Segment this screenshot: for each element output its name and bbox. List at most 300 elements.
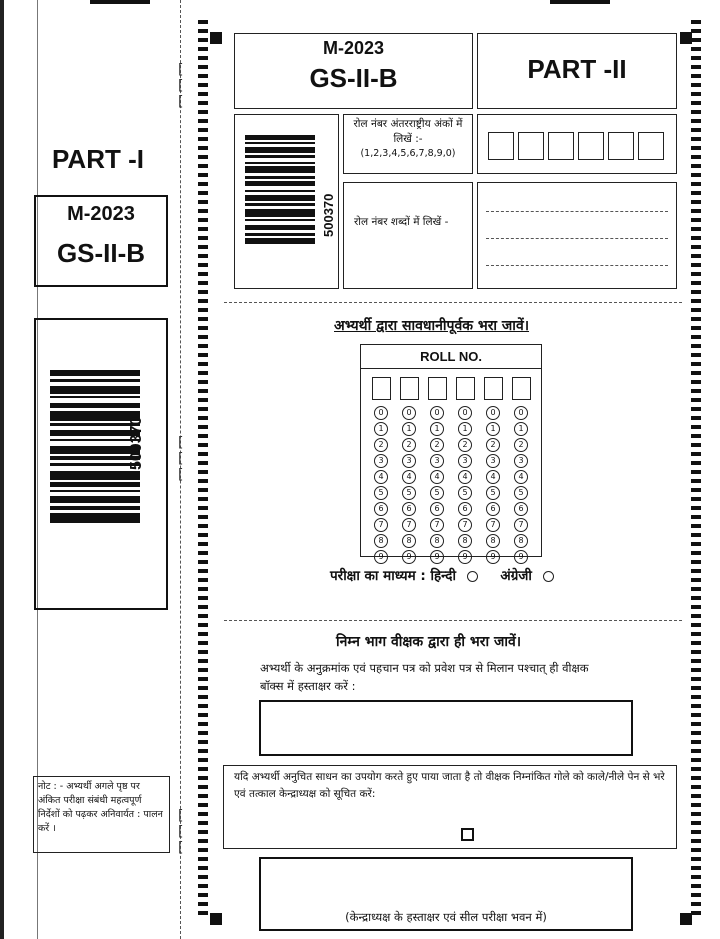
timing-mark: [691, 821, 701, 825]
timing-mark: [691, 434, 701, 438]
timing-mark: [691, 191, 701, 195]
timing-mark: [691, 677, 701, 681]
omr-bubble[interactable]: 7: [514, 518, 528, 532]
timing-mark: [198, 56, 208, 60]
timing-mark: [691, 560, 701, 564]
invigilator-instruction: अभ्यर्थी के अनुक्रमांक एवं पहचान पत्र को प्रवेश पत्र से मिलान पश्चात् ही वीक्षक बॉक्स में हस्ताक्षर करें :: [260, 661, 589, 693]
omr-bubble[interactable]: 6: [374, 502, 388, 516]
timing-mark: [691, 173, 701, 177]
omr-bubble[interactable]: 4: [402, 470, 416, 484]
omr-bubble[interactable]: 6: [486, 502, 500, 516]
timing-mark: [198, 101, 208, 105]
roll-digit-box[interactable]: [488, 132, 514, 160]
timing-mark: [198, 830, 208, 834]
timing-mark: [198, 434, 208, 438]
timing-mark: [691, 776, 701, 780]
timing-mark: [198, 839, 208, 843]
timing-mark: [198, 380, 208, 384]
timing-mark: [691, 272, 701, 276]
timing-marks-right: [691, 20, 701, 920]
header-code-box: [234, 33, 473, 109]
omr-bubble[interactable]: 7: [486, 518, 500, 532]
timing-mark: [198, 479, 208, 483]
omr-bubble[interactable]: 0: [486, 406, 500, 420]
medium-row: [330, 566, 554, 584]
timing-mark: [691, 713, 701, 717]
timing-mark: [691, 695, 701, 699]
stub-bracket-marks-3: [ [ [: [178, 808, 184, 856]
timing-mark: [691, 245, 701, 249]
omr-bubble[interactable]: 8: [486, 534, 500, 548]
timing-mark: [691, 227, 701, 231]
omr-digit-box[interactable]: [372, 377, 391, 400]
timing-mark: [691, 893, 701, 897]
omr-bubble[interactable]: 8: [402, 534, 416, 548]
timing-mark: [691, 218, 701, 222]
timing-mark: [198, 20, 208, 24]
timing-mark: [198, 488, 208, 492]
omr-bubble[interactable]: 9: [514, 550, 528, 564]
timing-mark: [691, 875, 701, 879]
timing-mark: [691, 749, 701, 753]
timing-mark: [198, 533, 208, 537]
omr-bubble[interactable]: 0: [514, 406, 528, 420]
timing-mark: [691, 911, 701, 915]
timing-mark: [691, 290, 701, 294]
roll-digits-label: रोल नंबर अंतरराष्ट्रीय अंकों में लिखें :-: [353, 118, 463, 145]
omr-bubble[interactable]: 8: [374, 534, 388, 548]
timing-mark: [198, 641, 208, 645]
timing-marks-left: [198, 20, 208, 920]
header-part-box: [477, 33, 677, 109]
timing-mark: [198, 866, 208, 870]
timing-mark: [198, 236, 208, 240]
timing-mark: [691, 830, 701, 834]
timing-mark: [691, 857, 701, 861]
timing-mark: [198, 659, 208, 663]
omr-bubble[interactable]: 5: [514, 486, 528, 500]
timing-mark: [691, 74, 701, 78]
timing-mark: [198, 596, 208, 600]
timing-mark: [691, 353, 701, 357]
omr-column: [456, 377, 475, 566]
timing-mark: [691, 515, 701, 519]
timing-mark: [198, 281, 208, 285]
timing-mark: [691, 767, 701, 771]
section-divider-2: [224, 620, 682, 621]
timing-mark: [198, 389, 208, 393]
stub-barcode-box: [34, 318, 168, 610]
stub-paper: GS-II-B: [56, 238, 146, 268]
timing-mark: [198, 668, 208, 672]
unfair-means-box: [223, 765, 677, 849]
omr-bubble[interactable]: 8: [458, 534, 472, 548]
stub-note: नोट : - अभ्यर्थी अगले पृष्ठ पर अंकित परीक्षा संबंधी महत्वपूर्ण निर्देशों को पढ़कर अनिवार्यत : पालन करें ।: [38, 781, 163, 834]
timing-mark: [198, 470, 208, 474]
timing-mark: [198, 452, 208, 456]
roll-digit-box[interactable]: [548, 132, 574, 160]
omr-bubble[interactable]: 1: [430, 422, 444, 436]
omr-bubble[interactable]: 6: [514, 502, 528, 516]
timing-mark: [691, 488, 701, 492]
stub-code-box: [34, 195, 168, 287]
timing-mark: [198, 272, 208, 276]
invigilator-heading: निम्न भाग वीक्षक द्वारा ही भरा जावें।: [336, 634, 522, 650]
timing-mark: [691, 722, 701, 726]
timing-mark: [691, 65, 701, 69]
timing-mark: [691, 686, 701, 690]
timing-mark: [691, 92, 701, 96]
corner-mark-tr: [680, 32, 692, 44]
candidate-heading: अभ्यर्थी द्वारा सावधानीपूर्वक भरा जावें।: [334, 318, 530, 334]
timing-mark: [198, 542, 208, 546]
omr-bubble[interactable]: 5: [486, 486, 500, 500]
stub-barcode: [50, 370, 140, 560]
omr-bubble[interactable]: 5: [374, 486, 388, 500]
timing-mark: [691, 542, 701, 546]
timing-mark: [691, 119, 701, 123]
timing-mark: [198, 308, 208, 312]
timing-mark: [198, 821, 208, 825]
timing-mark: [198, 848, 208, 852]
timing-mark: [198, 317, 208, 321]
timing-mark: [691, 200, 701, 204]
stub-bracket-marks-2: [ [ [: [178, 435, 184, 483]
roll-barcode-box: [234, 114, 339, 289]
timing-mark: [198, 371, 208, 375]
corner-mark-tl: [210, 32, 222, 44]
timing-mark: [691, 569, 701, 573]
timing-mark: [198, 200, 208, 204]
timing-mark: [691, 578, 701, 582]
omr-bubble[interactable]: 1: [458, 422, 472, 436]
omr-bubble[interactable]: 1: [374, 422, 388, 436]
timing-mark: [691, 425, 701, 429]
timing-mark: [691, 596, 701, 600]
timing-mark: [198, 38, 208, 42]
timing-mark: [198, 290, 208, 294]
timing-mark: [691, 704, 701, 708]
timing-mark: [691, 758, 701, 762]
timing-mark: [691, 533, 701, 537]
invigilator-signature-box[interactable]: [259, 700, 633, 756]
timing-mark: [198, 686, 208, 690]
roll-words-line-3: [486, 265, 668, 266]
timing-mark: [691, 839, 701, 843]
timing-mark: [198, 29, 208, 33]
roll-words-label-box: [343, 182, 473, 289]
omr-bubble[interactable]: 7: [374, 518, 388, 532]
omr-bubble[interactable]: 2: [458, 438, 472, 452]
omr-bubble[interactable]: 2: [374, 438, 388, 452]
timing-mark: [691, 479, 701, 483]
timing-mark: [691, 812, 701, 816]
top-marks-left: [90, 0, 150, 4]
timing-mark: [691, 416, 701, 420]
timing-mark: [198, 416, 208, 420]
omr-bubble[interactable]: 4: [374, 470, 388, 484]
timing-mark: [198, 695, 208, 699]
timing-mark: [198, 254, 208, 258]
timing-mark: [198, 713, 208, 717]
timing-mark: [691, 344, 701, 348]
omr-bubble[interactable]: 9: [430, 550, 444, 564]
timing-mark: [691, 398, 701, 402]
timing-mark: [691, 506, 701, 510]
timing-mark: [691, 659, 701, 663]
stub-barcode-number: 500370: [128, 416, 145, 470]
timing-mark: [198, 578, 208, 582]
omr-bubble[interactable]: 5: [430, 486, 444, 500]
omr-bubble[interactable]: 9: [402, 550, 416, 564]
timing-mark: [691, 371, 701, 375]
omr-bubble[interactable]: 6: [402, 502, 416, 516]
timing-mark: [198, 299, 208, 303]
omr-bubble[interactable]: 4: [458, 470, 472, 484]
timing-mark: [198, 164, 208, 168]
corner-mark-bl: [210, 913, 222, 925]
timing-mark: [198, 344, 208, 348]
omr-roll-title: ROLL NO.: [361, 345, 541, 369]
omr-bubble[interactable]: 3: [458, 454, 472, 468]
timing-mark: [691, 317, 701, 321]
timing-mark: [198, 650, 208, 654]
timing-mark: [198, 83, 208, 87]
header-paper: GS-II-B: [309, 63, 398, 93]
timing-mark: [691, 452, 701, 456]
omr-bubble[interactable]: 8: [430, 534, 444, 548]
timing-mark: [198, 560, 208, 564]
timing-mark: [198, 767, 208, 771]
omr-columns: [361, 369, 541, 566]
omr-bubble[interactable]: 2: [514, 438, 528, 452]
omr-bubble[interactable]: 2: [486, 438, 500, 452]
timing-mark: [198, 893, 208, 897]
timing-mark: [691, 884, 701, 888]
timing-mark: [691, 236, 701, 240]
stub-bracket-marks: [ [ [: [178, 62, 184, 110]
omr-column: [400, 377, 419, 566]
omr-digit-box[interactable]: [512, 377, 531, 400]
omr-bubble[interactable]: 5: [458, 486, 472, 500]
unfair-means-circle[interactable]: [461, 828, 474, 841]
timing-mark: [198, 146, 208, 150]
omr-bubble[interactable]: 7: [430, 518, 444, 532]
timing-mark: [198, 632, 208, 636]
timing-mark: [691, 641, 701, 645]
timing-mark: [198, 551, 208, 555]
medium-hindi-radio[interactable]: [467, 571, 478, 582]
unfair-means-note: यदि अभ्यर्थी अनुचित साधन का उपयोग करते हुए पाया जाता है तो वीक्षक निम्नांकित गोले को काले/नीले पेन से भरे एवं तत्काल केन्द्राध्यक्ष को सूचित करें:: [234, 771, 665, 800]
superintendent-box[interactable]: [259, 857, 633, 931]
timing-mark: [691, 47, 701, 51]
omr-bubble[interactable]: 3: [486, 454, 500, 468]
timing-mark: [691, 137, 701, 141]
timing-mark: [691, 29, 701, 33]
timing-mark: [198, 614, 208, 618]
timing-mark: [198, 119, 208, 123]
timing-mark: [691, 155, 701, 159]
omr-bubble[interactable]: 9: [486, 550, 500, 564]
omr-bubble[interactable]: 3: [402, 454, 416, 468]
omr-bubble[interactable]: 3: [514, 454, 528, 468]
timing-mark: [198, 461, 208, 465]
timing-mark: [691, 443, 701, 447]
timing-mark: [691, 281, 701, 285]
timing-mark: [691, 605, 701, 609]
omr-digit-box[interactable]: [400, 377, 419, 400]
omr-bubble[interactable]: 0: [402, 406, 416, 420]
timing-mark: [198, 191, 208, 195]
omr-bubble[interactable]: 7: [402, 518, 416, 532]
omr-bubble[interactable]: 3: [374, 454, 388, 468]
omr-bubble[interactable]: 9: [458, 550, 472, 564]
timing-mark: [198, 128, 208, 132]
timing-mark: [198, 794, 208, 798]
timing-mark: [198, 398, 208, 402]
timing-mark: [691, 623, 701, 627]
omr-bubble[interactable]: 9: [374, 550, 388, 564]
omr-bubble[interactable]: 4: [514, 470, 528, 484]
timing-mark: [198, 623, 208, 627]
timing-mark: [691, 497, 701, 501]
timing-mark: [198, 92, 208, 96]
omr-bubble[interactable]: 4: [430, 470, 444, 484]
omr-bubble[interactable]: 2: [430, 438, 444, 452]
corner-mark-br: [680, 913, 692, 925]
omr-bubble[interactable]: 4: [486, 470, 500, 484]
timing-mark: [691, 470, 701, 474]
timing-mark: [198, 902, 208, 906]
stub-note-box: [33, 776, 170, 853]
timing-mark: [198, 74, 208, 78]
omr-column: [372, 377, 391, 566]
timing-mark: [198, 173, 208, 177]
timing-mark: [198, 758, 208, 762]
omr-bubble[interactable]: 5: [402, 486, 416, 500]
timing-mark: [691, 38, 701, 42]
top-marks-right: [550, 0, 610, 4]
omr-bubble[interactable]: 3: [430, 454, 444, 468]
timing-mark: [691, 83, 701, 87]
omr-bubble[interactable]: 1: [402, 422, 416, 436]
timing-mark: [198, 803, 208, 807]
timing-mark: [691, 551, 701, 555]
timing-mark: [691, 614, 701, 618]
medium-english-radio[interactable]: [543, 571, 554, 582]
timing-mark: [198, 884, 208, 888]
omr-bubble[interactable]: 2: [402, 438, 416, 452]
timing-mark: [198, 911, 208, 915]
omr-bubble[interactable]: 0: [430, 406, 444, 420]
omr-column: [512, 377, 531, 566]
timing-mark: [691, 380, 701, 384]
timing-mark: [691, 407, 701, 411]
omr-bubble[interactable]: 6: [458, 502, 472, 516]
roll-digits-entry-box: [477, 114, 677, 174]
roll-words-entry-box[interactable]: [477, 182, 677, 289]
timing-mark: [198, 245, 208, 249]
timing-mark: [198, 227, 208, 231]
timing-mark: [691, 902, 701, 906]
timing-mark: [198, 425, 208, 429]
timing-mark: [691, 308, 701, 312]
timing-mark: [691, 209, 701, 213]
omr-bubble[interactable]: 0: [374, 406, 388, 420]
timing-mark: [198, 443, 208, 447]
timing-mark: [198, 137, 208, 141]
timing-mark: [198, 497, 208, 501]
timing-mark: [198, 65, 208, 69]
timing-mark: [198, 875, 208, 879]
timing-mark: [198, 515, 208, 519]
omr-digit-box[interactable]: [456, 377, 475, 400]
timing-mark: [691, 866, 701, 870]
omr-bubble[interactable]: 8: [514, 534, 528, 548]
medium-english-label: अंग्रेजी: [500, 568, 532, 584]
omr-bubble[interactable]: 1: [514, 422, 528, 436]
timing-mark: [691, 794, 701, 798]
omr-bubble[interactable]: 0: [458, 406, 472, 420]
timing-mark: [691, 803, 701, 807]
timing-mark: [198, 155, 208, 159]
header-part-label: PART -II: [527, 54, 627, 84]
omr-digit-box[interactable]: [428, 377, 447, 400]
timing-mark: [691, 299, 701, 303]
stub-code: M-2023: [67, 203, 135, 225]
roll-digit-box[interactable]: [638, 132, 664, 160]
timing-mark: [691, 731, 701, 735]
roll-digit-box[interactable]: [518, 132, 544, 160]
roll-digit-box[interactable]: [608, 132, 634, 160]
stub-part-label: PART -I: [52, 144, 144, 174]
roll-digits-hint: (1,2,3,4,5,6,7,8,9,0): [360, 148, 456, 159]
timing-mark: [198, 263, 208, 267]
roll-digit-box[interactable]: [578, 132, 604, 160]
timing-mark: [198, 407, 208, 411]
timing-mark: [198, 506, 208, 510]
timing-mark: [691, 164, 701, 168]
timing-mark: [691, 263, 701, 267]
timing-mark: [198, 857, 208, 861]
omr-bubble[interactable]: 1: [486, 422, 500, 436]
superintendent-caption: (केन्द्राध्यक्ष के हस्ताक्षर एवं सील परीक्षा भवन में): [345, 910, 547, 924]
omr-digit-box[interactable]: [484, 377, 503, 400]
timing-mark: [198, 605, 208, 609]
roll-words-label: रोल नंबर शब्दों में लिखें -: [354, 216, 449, 228]
omr-column: [428, 377, 447, 566]
timing-mark: [691, 254, 701, 258]
section-divider-1: [224, 302, 682, 303]
timing-mark: [198, 677, 208, 681]
timing-mark: [198, 353, 208, 357]
omr-bubble[interactable]: 6: [430, 502, 444, 516]
timing-mark: [691, 650, 701, 654]
timing-mark: [198, 740, 208, 744]
timing-mark: [198, 587, 208, 591]
timing-mark: [691, 632, 701, 636]
timing-mark: [691, 20, 701, 24]
timing-mark: [691, 848, 701, 852]
timing-mark: [691, 182, 701, 186]
timing-mark: [691, 524, 701, 528]
timing-mark: [691, 335, 701, 339]
timing-mark: [691, 101, 701, 105]
timing-mark: [198, 731, 208, 735]
timing-mark: [198, 704, 208, 708]
omr-bubble[interactable]: 7: [458, 518, 472, 532]
header-code: M-2023: [322, 38, 385, 58]
